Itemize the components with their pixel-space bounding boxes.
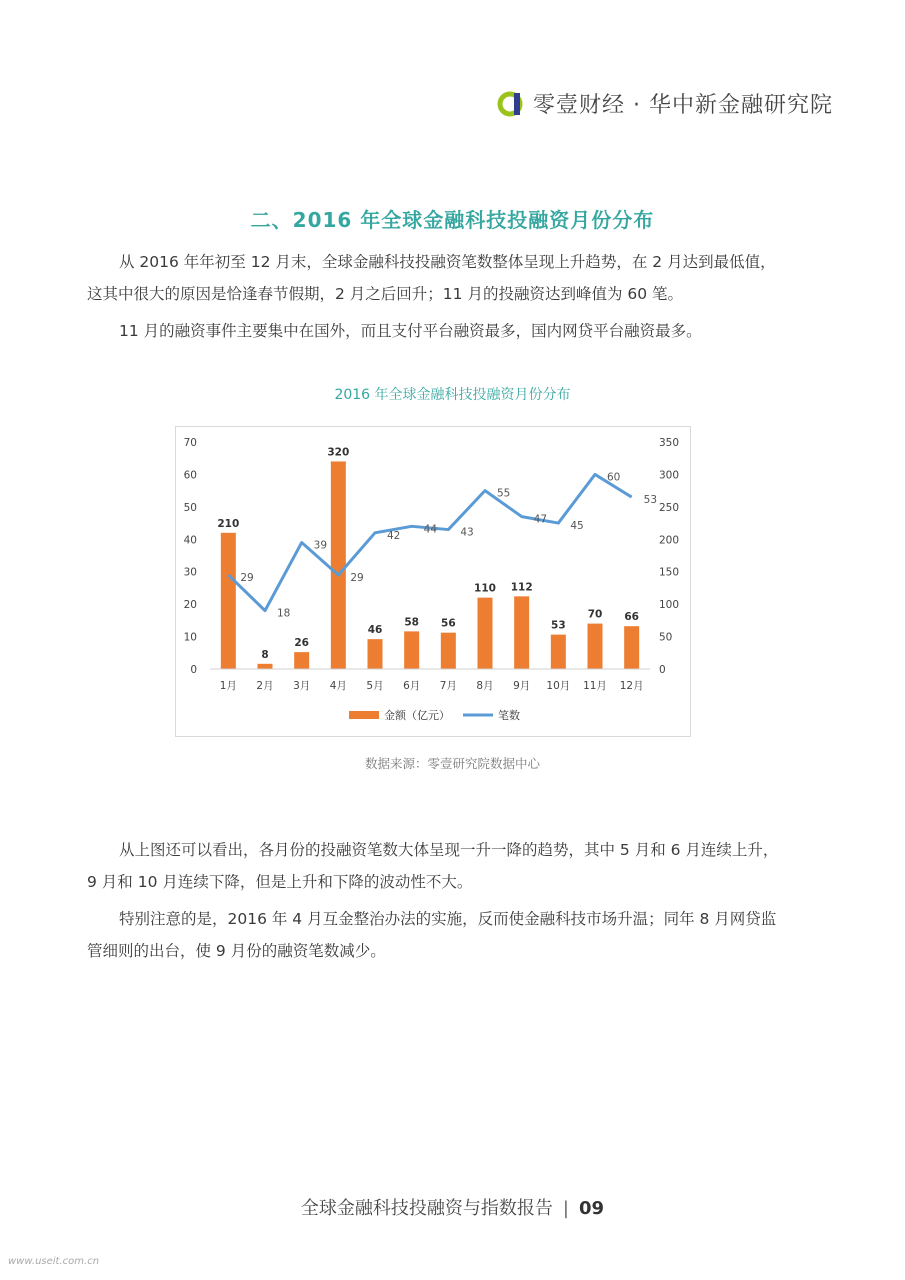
right-axis-tick-label: 50 [659, 631, 673, 644]
bar [514, 596, 529, 669]
right-axis-tick-label: 250 [659, 501, 680, 514]
bar-data-label: 56 [441, 617, 456, 630]
line-data-label: 29 [350, 571, 364, 584]
left-axis-tick-label: 10 [183, 631, 197, 644]
bar-data-label: 8 [261, 648, 269, 661]
line-series [228, 474, 631, 610]
legend-label: 金额（亿元） [384, 709, 450, 722]
paragraph-line: 从上图还可以看出，各月份的投融资笔数大体呈现一升一降的趋势，其中 5 月和 6 月连续上升， [119, 841, 779, 859]
x-axis-tick-label: 10月 [546, 680, 571, 692]
bar [478, 598, 493, 669]
line-data-label: 45 [570, 520, 584, 533]
x-axis-tick-label: 7月 [439, 680, 457, 692]
line-data-label: 18 [277, 607, 291, 620]
bar [588, 624, 603, 669]
x-axis-tick-label: 2月 [256, 680, 274, 692]
x-axis-tick-label: 12月 [619, 680, 644, 692]
page-number: 09 [579, 1198, 605, 1219]
x-axis-tick-label: 11月 [583, 680, 607, 692]
legend-label: 笔数 [498, 709, 520, 722]
line-data-label: 53 [643, 494, 658, 507]
x-axis-tick-label: 1月 [219, 680, 237, 692]
chart-title: 2016 年全球金融科技投融资月份分布 [334, 387, 571, 403]
left-axis-tick-label: 20 [183, 599, 197, 612]
bar-data-label: 320 [327, 446, 350, 459]
bar [368, 639, 383, 669]
bar [294, 652, 309, 669]
paragraph-line: 从 2016 年年初至 12 月末，全球金融科技投融资笔数整体呈现上升趋势，在 2 月达到最低值， [119, 253, 776, 271]
paragraph-line: 特别注意的是，2016 年 4 月互金整治办法的实施，反而使金融科技市场升温；同年 8 月网贷监 [119, 910, 777, 928]
bar [258, 664, 273, 669]
paragraph-2 [87, 315, 822, 347]
legend-swatch-bar [349, 711, 379, 719]
bar-data-label: 58 [404, 616, 419, 629]
combo-chart [175, 426, 691, 737]
data-source: 数据来源：零壹研究院数据中心 [364, 756, 540, 771]
bar-data-label: 66 [624, 611, 639, 624]
right-axis-tick-label: 100 [659, 599, 680, 612]
line-data-label: 39 [313, 539, 328, 552]
right-axis-tick-label: 0 [659, 664, 666, 676]
brand-name: 零壹财经 · 华中新金融研究院 [533, 93, 833, 118]
x-axis-tick-label: 3月 [293, 680, 311, 692]
bar [551, 635, 566, 669]
bar [221, 533, 236, 669]
bar-data-label: 110 [474, 582, 496, 595]
left-axis-tick-label: 30 [183, 566, 197, 579]
paragraph-line: 这其中很大的原因是恰逢春节假期，2 月之后回升；11 月的投融资达到峰值为 60 笔。 [87, 285, 684, 303]
paragraph-line: 管细则的出台，使 9 月份的融资笔数减少。 [87, 942, 386, 960]
line-data-label: 60 [607, 471, 621, 484]
bar [331, 461, 346, 669]
x-axis-tick-label: 4月 [329, 680, 347, 692]
line-data-label: 29 [240, 571, 254, 584]
x-axis-tick-label: 8月 [476, 680, 494, 692]
bar [624, 626, 639, 669]
line-data-label: 44 [423, 523, 438, 536]
right-axis-tick-label: 300 [659, 469, 680, 482]
bar-data-label: 53 [551, 619, 566, 632]
right-axis-tick-label: 350 [659, 437, 680, 449]
line-data-label: 55 [497, 487, 511, 500]
paragraph-line: 9 月和 10 月连续下降，但是上升和下降的波动性不大。 [87, 873, 473, 891]
bar-data-label: 210 [217, 517, 240, 530]
right-axis-tick-label: 200 [659, 534, 680, 547]
page-footer [0, 1194, 905, 1220]
left-axis-tick-label: 0 [190, 664, 197, 676]
line-data-label: 43 [460, 526, 474, 539]
bar [441, 633, 456, 669]
x-axis-tick-label: 9月 [513, 680, 531, 692]
watermark: www.useit.com.cn [8, 1256, 100, 1267]
brand-logo-icon [497, 90, 525, 118]
left-axis-tick-label: 60 [183, 469, 197, 482]
paragraph-line: 11 月的融资事件主要集中在国外，而且支付平台融资最多，国内网贷平台融资最多。 [119, 322, 702, 340]
left-axis-tick-label: 40 [183, 534, 197, 547]
right-axis-tick-label: 150 [659, 566, 680, 579]
line-data-label: 47 [533, 513, 548, 526]
left-axis-tick-label: 50 [183, 501, 197, 514]
footer-title: 全球金融科技投融资与指数报告 [300, 1198, 553, 1219]
bar-data-label: 70 [587, 608, 603, 621]
paragraph-1 [87, 246, 822, 310]
bar-data-label: 46 [367, 624, 383, 637]
x-axis-tick-label: 6月 [403, 680, 421, 692]
bar [404, 631, 419, 669]
left-axis-tick-label: 70 [183, 437, 197, 449]
paragraph-3 [87, 834, 822, 898]
x-axis-tick-label: 5月 [366, 680, 384, 692]
paragraph-4 [87, 903, 822, 967]
line-data-label: 42 [387, 529, 401, 542]
page-header [497, 88, 833, 119]
bar-data-label: 112 [510, 581, 533, 594]
footer-separator: | [562, 1198, 569, 1219]
bar-data-label: 26 [294, 637, 309, 650]
section-title: 二、2016 年全球金融科技投融资月份分布 [250, 208, 655, 232]
